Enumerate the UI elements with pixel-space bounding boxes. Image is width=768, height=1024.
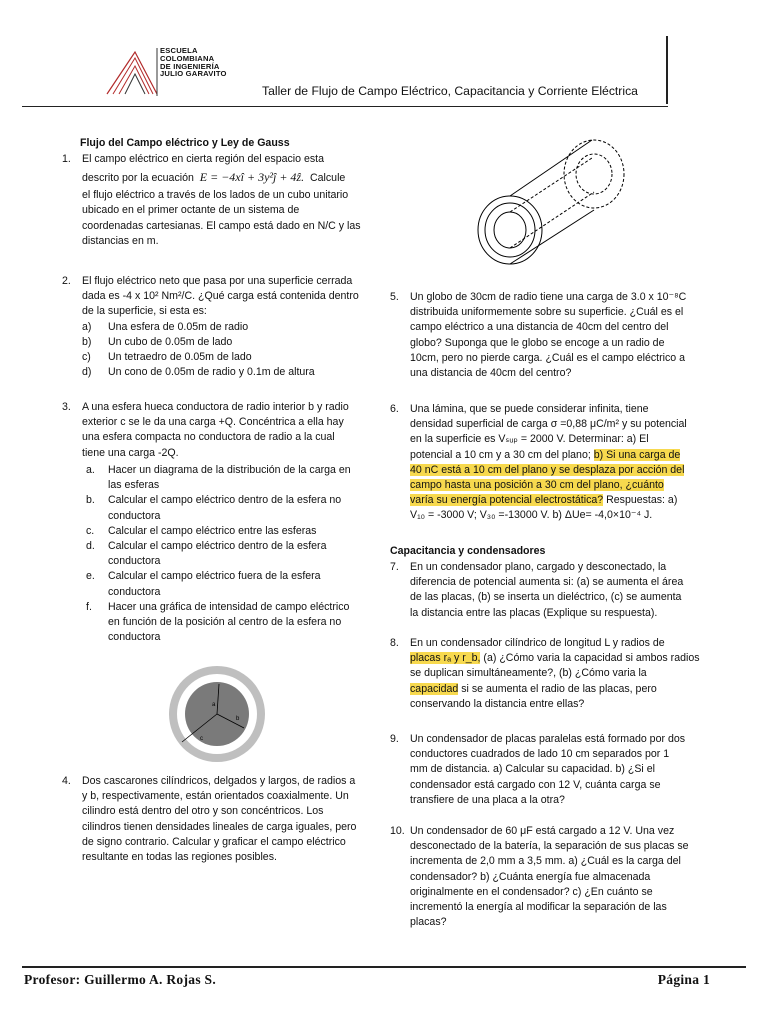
label-b: b bbox=[236, 716, 240, 722]
logo-text: ESCUELA COLOMBIANA DE INGENIERÍA JULIO GARAVITO bbox=[160, 46, 227, 79]
section-heading-capacitance: Capacitancia y condensadores bbox=[390, 545, 546, 557]
subitem: d. Calcular el campo eléctrico dentro de la esfera conductora bbox=[86, 540, 327, 568]
subitem: c) Un tetraedro de 0.05m de lado bbox=[82, 351, 252, 364]
footer-rule bbox=[22, 966, 746, 968]
footer-page-number: Página 1 bbox=[657, 972, 710, 987]
concentric-spheres-figure bbox=[162, 664, 272, 769]
logo-emblem-icon bbox=[105, 44, 165, 100]
highlight: varía su energía potencial electrostática? bbox=[410, 494, 604, 507]
equation: E = −4xî + 3y²ĵ + 4ẑ. bbox=[199, 170, 305, 185]
subitem: d) Un cono de 0.05m de radio y 0.1m de altura bbox=[82, 366, 315, 379]
footer-professor: Profesor: Guillermo A. Rojas S. bbox=[24, 972, 217, 987]
highlight: placas rₐ y r_b, bbox=[410, 652, 481, 665]
subitem: f. Hacer una gráfica de intensidad de campo eléctrico en función de la posición al centro de la esfera no conductora bbox=[86, 600, 350, 644]
header-rule bbox=[22, 106, 668, 107]
subitem: b) Un cubo de 0.05m de lado bbox=[82, 335, 233, 348]
label-a: a bbox=[212, 702, 216, 708]
header-divider bbox=[666, 36, 668, 104]
highlight: capacidad bbox=[410, 682, 459, 695]
subitem: c. Calcular el campo eléctrico entre las esferas bbox=[86, 524, 317, 537]
section-heading-gauss: Flujo del Campo eléctrico y Ley de Gauss bbox=[80, 137, 290, 149]
coaxial-cylinder-figure bbox=[472, 130, 632, 275]
page-title: Taller de Flujo de Campo Eléctrico, Capacitancia y Corriente Eléctrica bbox=[262, 84, 638, 98]
label-c: c bbox=[200, 736, 203, 742]
subitem: e. Calcular el campo eléctrico fuera de la esfera conductora bbox=[86, 570, 321, 598]
subitem: b. Calcular el campo eléctrico dentro de la esfera no conductora bbox=[86, 494, 342, 522]
highlight: b) Si una carga de bbox=[593, 448, 681, 461]
highlight: 40 nC está a 10 cm del plano y se desplaza por acción del bbox=[410, 463, 685, 476]
subitem: a. Hacer un diagrama de la distribución de la carga en las esferas bbox=[86, 464, 351, 492]
highlight: campo hasta una posición a 30 cm del plano, ¿cuánto bbox=[410, 479, 664, 492]
subitem: a) Una esfera de 0.05m de radio bbox=[82, 320, 249, 333]
